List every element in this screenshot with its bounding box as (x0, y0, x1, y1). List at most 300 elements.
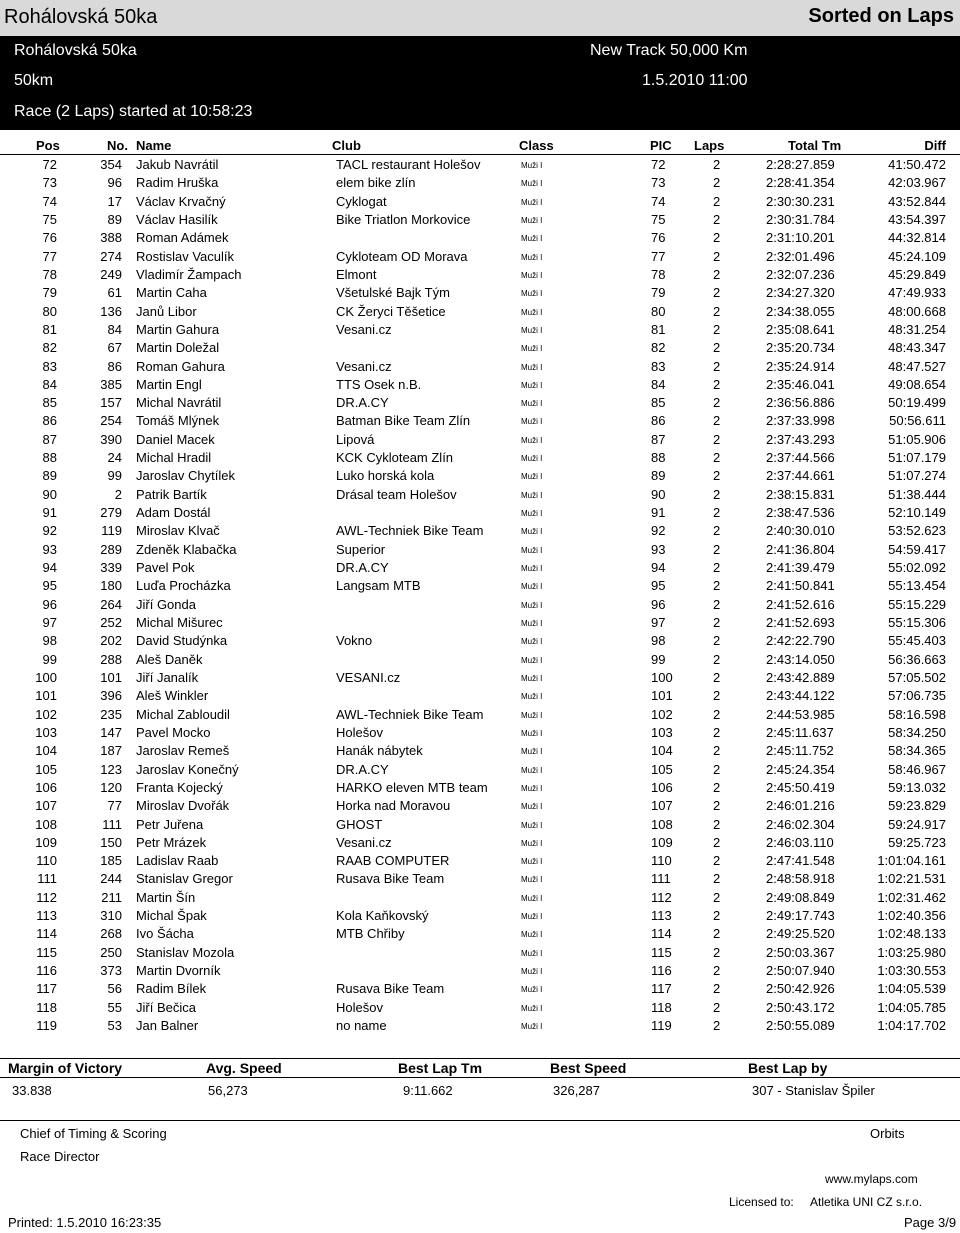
cell-name: Roman Gahura (136, 358, 225, 374)
cell-name: Jaroslav Remeš (136, 743, 230, 759)
cell-club: Rusava Bike Team (336, 871, 445, 887)
cell-pos: 102 (35, 706, 57, 722)
cell-diff: 55:15.306 (888, 615, 946, 630)
table-row (0, 651, 960, 669)
cell-total: 2:45:11.637 (766, 724, 834, 740)
cell-no: 55 (107, 999, 122, 1015)
cell-laps: 2 (713, 724, 721, 740)
cell-diff: 1:01:04.161 (877, 853, 946, 869)
track-name: New Track 50,000 Km (590, 42, 748, 59)
cell-club: TTS Osek n.B. (336, 376, 422, 392)
cell-pos: 81 (42, 321, 57, 337)
cell-pic: 92 (651, 523, 666, 539)
cell-name: Jaroslav Chytílek (136, 468, 235, 484)
race-start: Race (2 Laps) started at 10:58:23 (14, 103, 253, 120)
table-row (0, 852, 960, 870)
cell-total: 2:37:44.661 (766, 468, 835, 484)
cell-laps: 2 (713, 431, 721, 447)
cell-name: Pavel Pok (136, 560, 195, 576)
cell-class: Muži I (521, 765, 543, 775)
table-row (0, 944, 960, 962)
cell-no: 2 (114, 486, 122, 502)
cell-club: HARKO eleven MTB team (336, 779, 488, 795)
cell-pos: 117 (36, 981, 57, 997)
cell-name: Petr Juřena (136, 816, 204, 832)
cell-name: Martin Caha (136, 285, 207, 301)
cell-laps: 2 (713, 651, 721, 667)
cell-diff: 1:04:17.702 (877, 1018, 946, 1034)
cell-total: 2:34:38.055 (766, 303, 835, 319)
cell-no: 180 (100, 578, 122, 594)
cell-total: 2:30:30.231 (766, 193, 835, 209)
cell-diff: 49:08.654 (888, 376, 946, 392)
cell-diff: 1:03:25.980 (877, 944, 946, 960)
cell-laps: 2 (713, 193, 721, 209)
cell-class: Muži I (521, 692, 543, 702)
cell-no: 147 (100, 724, 122, 740)
cell-no: 211 (101, 889, 122, 905)
cell-total: 2:50:43.172 (766, 999, 835, 1015)
col-diff: Diff (924, 138, 946, 153)
cell-class: Muži I (521, 582, 543, 592)
cell-name: Pavel Mocko (136, 724, 211, 740)
cell-class: Muži I (521, 435, 543, 445)
cell-diff: 1:03:30.553 (877, 963, 946, 979)
cell-pic: 100 (651, 669, 673, 685)
cell-diff: 57:06.735 (888, 688, 946, 704)
cell-laps: 2 (713, 248, 721, 264)
cell-laps: 2 (713, 486, 721, 502)
table-row (0, 779, 960, 797)
cell-pos: 83 (42, 358, 57, 374)
cell-class: Muži I (521, 912, 543, 922)
cell-laps: 2 (713, 706, 721, 722)
cell-total: 2:50:07.940 (766, 963, 835, 979)
cell-club: Holešov (336, 724, 383, 740)
table-row (0, 669, 960, 687)
cell-name: Václav Hasilík (136, 211, 218, 227)
cell-no: 373 (100, 963, 122, 979)
cell-pos: 77 (42, 248, 57, 264)
cell-class: Muži I (521, 930, 543, 940)
cell-no: 77 (107, 798, 122, 814)
cell-name: Jiří Janalík (136, 669, 199, 685)
cell-laps: 2 (713, 523, 721, 539)
cell-no: 390 (100, 431, 122, 447)
cell-total: 2:44:53.985 (766, 706, 835, 722)
cell-pic: 90 (651, 486, 666, 502)
cell-pic: 114 (651, 926, 672, 942)
cell-pic: 72 (651, 157, 666, 172)
cell-class: Muži I (521, 600, 543, 610)
cell-diff: 52:10.149 (888, 505, 946, 521)
cell-club: Vesani.cz (336, 834, 392, 850)
cell-laps: 2 (713, 560, 721, 576)
cell-class: Muži I (521, 234, 543, 244)
table-row (0, 156, 960, 174)
table-row (0, 541, 960, 559)
cell-diff: 59:24.917 (888, 816, 946, 832)
cell-pic: 80 (651, 303, 666, 319)
cell-total: 2:49:25.520 (766, 926, 835, 942)
table-row (0, 980, 960, 998)
cell-name: Radim Bílek (136, 981, 207, 997)
cell-total: 2:46:03.110 (766, 834, 834, 850)
cell-club: Superior (336, 541, 386, 557)
cell-diff: 58:46.967 (888, 761, 946, 777)
cell-pos: 91 (42, 505, 57, 521)
cell-club: Kola Kaňkovský (336, 908, 429, 924)
table-row (0, 687, 960, 705)
summary-divider (0, 1058, 960, 1059)
cell-class: Muži I (521, 985, 543, 995)
cell-class: Muži I (521, 838, 543, 848)
cell-no: 86 (107, 358, 122, 374)
cell-no: 254 (100, 413, 122, 429)
cell-pic: 74 (651, 193, 666, 209)
cell-club: Holešov (336, 999, 383, 1015)
cell-class: Muži I (521, 747, 543, 757)
cell-pic: 118 (651, 999, 672, 1015)
cell-club: Langsam MTB (336, 578, 421, 594)
table-row (0, 321, 960, 339)
cell-class: Muži I (521, 325, 543, 335)
cell-pos: 88 (42, 450, 57, 466)
table-row (0, 962, 960, 980)
table-row (0, 431, 960, 449)
cell-no: 249 (100, 266, 122, 282)
cell-class: Muži I (521, 509, 543, 519)
cell-no: 385 (100, 376, 122, 392)
cell-club: CK Žeryci Těšetice (336, 303, 446, 319)
cell-diff: 58:34.365 (888, 743, 946, 759)
avg-speed-value: 56,273 (208, 1083, 248, 1098)
cell-name: Roman Adámek (136, 230, 229, 246)
cell-pos: 82 (42, 340, 57, 356)
table-row (0, 449, 960, 467)
cell-total: 2:37:33.998 (766, 413, 835, 429)
cell-laps: 2 (713, 450, 721, 466)
cell-total: 2:35:24.914 (766, 358, 835, 374)
table-row (0, 284, 960, 302)
margin-label: Margin of Victory (8, 1060, 123, 1076)
sort-label: Sorted on Laps (808, 5, 954, 27)
cell-diff: 45:24.109 (888, 248, 946, 264)
cell-class: Muži I (521, 472, 543, 482)
table-row (0, 394, 960, 412)
cell-pos: 75 (42, 211, 57, 227)
cell-name: Michal Zabloudil (136, 706, 230, 722)
cell-no: 274 (100, 248, 122, 264)
cell-diff: 51:07.274 (888, 468, 946, 484)
cell-total: 2:32:01.496 (766, 248, 835, 264)
table-row (0, 174, 960, 192)
table-row (0, 522, 960, 540)
table-row (0, 358, 960, 376)
cell-no: 24 (107, 450, 122, 466)
cell-laps: 2 (713, 413, 721, 429)
cell-class: Muži I (521, 380, 543, 390)
table-row (0, 193, 960, 211)
cell-no: 157 (100, 395, 122, 411)
cell-name: Václav Krvačný (136, 193, 226, 209)
cell-pic: 83 (651, 358, 666, 374)
cell-pic: 107 (651, 798, 673, 814)
cell-diff: 43:54.397 (888, 211, 946, 227)
cell-club: Lipová (336, 431, 375, 447)
cell-name: Michal Hradil (136, 450, 212, 466)
cell-pic: 93 (651, 541, 666, 557)
cell-name: Daniel Macek (136, 431, 215, 447)
cell-laps: 2 (713, 669, 721, 685)
cell-pos: 92 (42, 523, 57, 539)
cell-club: Vesani.cz (336, 358, 392, 374)
cell-no: 202 (100, 633, 122, 649)
best-lap-by-value: 307 - Stanislav Špiler (752, 1083, 875, 1098)
col-class: Class (519, 138, 554, 153)
cell-name: Martin Šín (136, 889, 196, 905)
cell-club: KCK Cykloteam Zlín (336, 450, 454, 466)
cell-name: Ivo Šácha (136, 926, 194, 942)
best-speed-value: 326,287 (553, 1083, 600, 1098)
col-no: No. (107, 138, 128, 153)
cell-name: Tomáš Mlýnek (136, 413, 220, 429)
cell-pic: 97 (651, 615, 666, 630)
cell-laps: 2 (713, 340, 721, 356)
col-pic: PIC (650, 138, 672, 153)
cell-total: 2:40:30.010 (766, 523, 835, 539)
cell-name: Jan Balner (136, 1018, 199, 1034)
cell-pos: 74 (42, 193, 57, 209)
table-row (0, 596, 960, 614)
cell-laps: 2 (713, 578, 721, 594)
cell-class: Muži I (521, 1003, 543, 1013)
cell-pic: 89 (651, 468, 666, 484)
col-club: Club (332, 138, 361, 153)
cell-pos: 112 (36, 889, 57, 905)
page-number: Page 3/9 (904, 1215, 957, 1230)
cell-laps: 2 (713, 211, 721, 227)
cell-pos: 109 (35, 834, 57, 850)
cell-name: Ladislav Raab (136, 853, 219, 869)
cell-laps: 2 (713, 157, 721, 172)
cell-total: 2:41:36.804 (766, 541, 835, 557)
cell-total: 2:48:58.918 (766, 871, 835, 887)
cell-club: Všetulské Bajk Tým (336, 285, 450, 301)
cell-pos: 99 (42, 651, 57, 667)
cell-diff: 59:13.032 (888, 779, 946, 795)
cell-pos: 98 (42, 633, 57, 649)
best-speed-label: Best Speed (550, 1060, 627, 1076)
cell-diff: 53:52.623 (888, 523, 946, 539)
cell-pic: 117 (651, 981, 672, 997)
cell-total: 2:38:47.536 (766, 505, 835, 521)
cell-diff: 1:04:05.785 (877, 999, 946, 1015)
cell-club: DR.A.CY (336, 560, 389, 576)
table-row (0, 761, 960, 779)
race-date: 1.5.2010 11:00 (642, 72, 748, 89)
website-link[interactable]: www.mylaps.com (825, 1172, 918, 1186)
cell-club: VESANI.cz (336, 669, 401, 685)
cell-no: 185 (100, 853, 122, 869)
cell-total: 2:32:07.236 (766, 266, 835, 282)
cell-total: 2:28:41.354 (766, 175, 835, 191)
cell-name: Adam Dostál (136, 505, 211, 521)
cell-pos: 84 (42, 376, 57, 392)
cell-laps: 2 (713, 816, 721, 832)
cell-diff: 58:34.250 (888, 724, 946, 740)
cell-name: Martin Doležal (136, 340, 220, 356)
cell-total: 2:35:46.041 (766, 376, 835, 392)
cell-diff: 55:02.092 (888, 560, 946, 576)
cell-total: 2:49:17.743 (766, 908, 835, 924)
cell-club: Batman Bike Team Zlín (336, 413, 471, 429)
cell-total: 2:36:56.886 (766, 395, 835, 411)
cell-laps: 2 (713, 963, 721, 979)
cell-no: 396 (100, 688, 122, 704)
cell-diff: 59:25.723 (888, 834, 946, 850)
cell-pos: 90 (42, 486, 57, 502)
cell-no: 252 (100, 615, 122, 630)
cell-name: Michal Navrátil (136, 395, 222, 411)
cell-total: 2:42:22.790 (766, 633, 835, 649)
cell-pos: 93 (42, 541, 57, 557)
cell-pos: 72 (42, 157, 57, 172)
cell-total: 2:38:15.831 (766, 486, 835, 502)
cell-club: Vesani.cz (336, 321, 392, 337)
cell-pos: 113 (36, 908, 57, 924)
cell-club: MTB Chřiby (336, 926, 405, 942)
cell-pic: 111 (651, 871, 671, 887)
cell-pic: 94 (651, 560, 666, 576)
cell-total: 2:43:44.122 (766, 688, 835, 704)
licensed-label: Licensed to: (729, 1195, 794, 1209)
cell-club: AWL-Techniek Bike Team (336, 706, 484, 722)
cell-no: 187 (100, 743, 122, 759)
cell-name: Miroslav Klvač (136, 523, 220, 539)
cell-class: Muži I (521, 490, 543, 500)
event-name: Rohálovská 50ka (14, 42, 137, 59)
cell-no: 136 (100, 303, 122, 319)
cell-name: Aleš Winkler (136, 688, 209, 704)
cell-no: 250 (100, 944, 122, 960)
cell-no: 53 (107, 1018, 122, 1034)
cell-pic: 119 (651, 1018, 672, 1034)
cell-total: 2:50:55.089 (766, 1018, 835, 1034)
cell-name: Martin Engl (136, 376, 202, 392)
cell-pic: 104 (651, 743, 673, 759)
cell-total: 2:50:42.926 (766, 981, 835, 997)
cell-pos: 116 (36, 963, 57, 979)
cell-club: Cykloteam OD Morava (336, 248, 468, 264)
cell-diff: 54:59.417 (888, 541, 946, 557)
cell-class: Muži I (521, 215, 543, 225)
cell-diff: 47:49.933 (888, 285, 946, 301)
cell-diff: 1:04:05.539 (877, 981, 946, 997)
cell-diff: 55:13.454 (888, 578, 946, 594)
table-row (0, 376, 960, 394)
cell-class: Muži I (521, 564, 543, 574)
cell-class: Muži I (521, 893, 543, 903)
footer-divider (0, 1120, 960, 1121)
cell-pic: 77 (651, 248, 666, 264)
cell-pos: 100 (35, 669, 57, 685)
table-row (0, 266, 960, 284)
cell-pos: 85 (42, 395, 57, 411)
cell-class: Muži I (521, 655, 543, 665)
cell-pic: 81 (651, 321, 666, 337)
cell-name: Martin Gahura (136, 321, 220, 337)
cell-diff: 59:23.829 (888, 798, 946, 814)
cell-laps: 2 (713, 871, 721, 887)
cell-laps: 2 (713, 303, 721, 319)
race-director: Race Director (20, 1149, 100, 1164)
cell-name: Luďa Procházka (136, 578, 231, 594)
cell-pos: 108 (35, 816, 57, 832)
cell-laps: 2 (713, 175, 721, 191)
cell-diff: 43:52.844 (888, 193, 946, 209)
cell-no: 288 (100, 651, 122, 667)
table-row (0, 797, 960, 815)
margin-value: 33.838 (12, 1083, 52, 1098)
cell-laps: 2 (713, 798, 721, 814)
cell-no: 388 (100, 230, 122, 246)
table-row (0, 742, 960, 760)
cell-club: DR.A.CY (336, 395, 389, 411)
cell-no: 264 (100, 596, 122, 612)
cell-laps: 2 (713, 779, 721, 795)
cell-total: 2:41:50.841 (766, 578, 835, 594)
cell-total: 2:34:27.320 (766, 285, 835, 301)
cell-name: Zdeněk Klabačka (136, 541, 237, 557)
cell-total: 2:49:08.849 (766, 889, 835, 905)
table-row (0, 486, 960, 504)
cell-laps: 2 (713, 633, 721, 649)
table-row (0, 412, 960, 430)
cell-no: 96 (107, 175, 122, 191)
cell-diff: 1:02:40.356 (877, 908, 946, 924)
col-laps: Laps (694, 138, 725, 153)
cell-total: 2:41:52.616 (766, 596, 835, 612)
cell-club: Elmont (336, 266, 377, 282)
cell-no: 61 (107, 285, 122, 301)
cell-class: Muži I (521, 783, 543, 793)
cell-class: Muži I (521, 179, 543, 189)
cell-club: DR.A.CY (336, 761, 389, 777)
table-row (0, 229, 960, 247)
cell-pos: 94 (42, 560, 57, 576)
cell-name: Jiří Gonda (136, 596, 196, 612)
table-row (0, 724, 960, 742)
cell-class: Muži I (521, 802, 543, 812)
cell-no: 111 (102, 816, 122, 832)
cell-class: Muži I (521, 344, 543, 354)
cell-total: 2:37:43.293 (766, 431, 835, 447)
cell-total: 2:50:03.367 (766, 944, 835, 960)
cell-pic: 112 (651, 889, 672, 905)
table-row (0, 1017, 960, 1035)
cell-name: Janů Libor (136, 303, 197, 319)
cell-diff: 50:19.499 (888, 395, 946, 411)
cell-class: Muži I (521, 673, 543, 683)
cell-laps: 2 (713, 981, 721, 997)
cell-class: Muži I (521, 197, 543, 207)
cell-laps: 2 (713, 889, 721, 905)
cell-pos: 76 (42, 230, 57, 246)
chief-of-timing: Chief of Timing & Scoring (20, 1126, 167, 1141)
cell-no: 99 (107, 468, 122, 484)
cell-pos: 103 (35, 724, 57, 740)
